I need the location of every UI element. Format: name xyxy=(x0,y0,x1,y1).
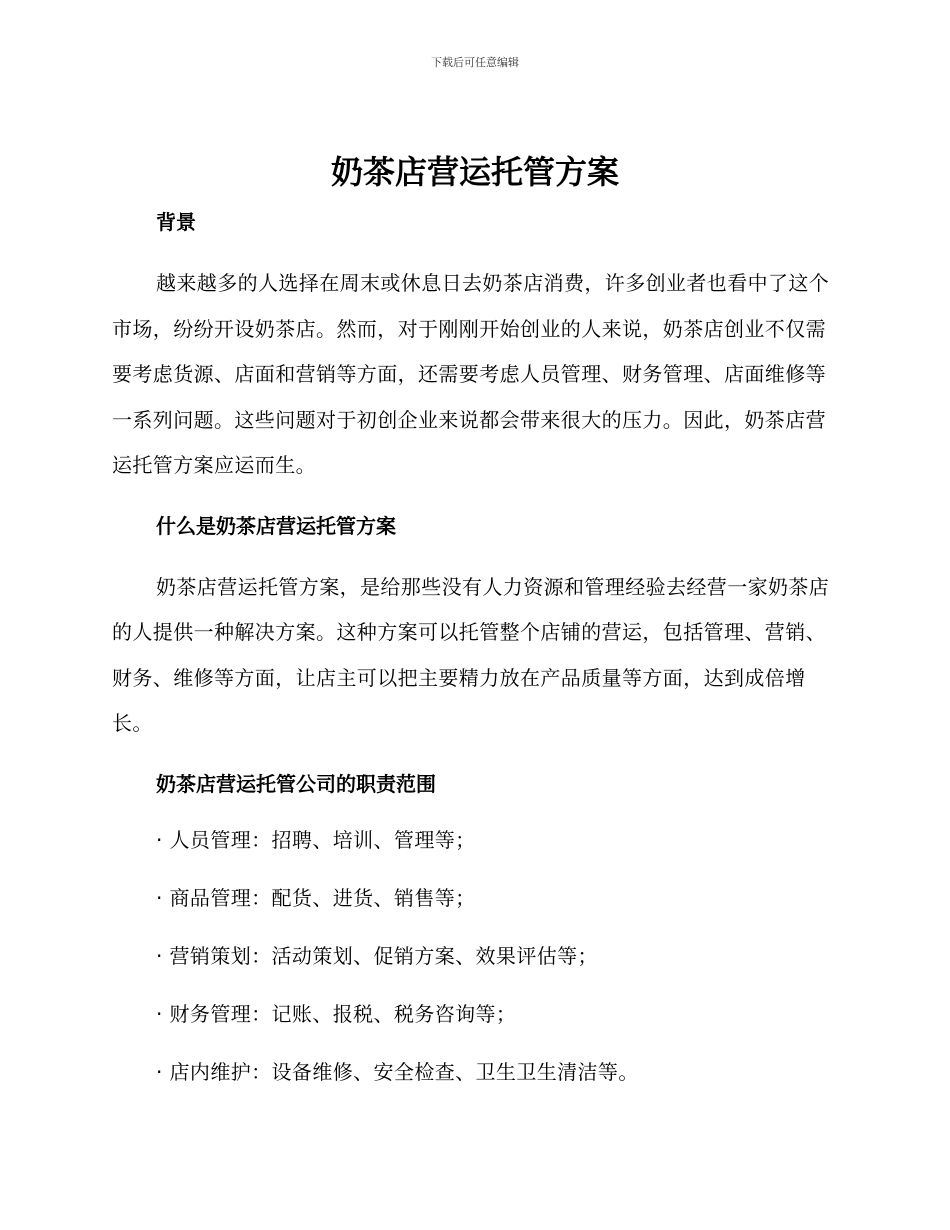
section-paragraph-background: 越来越多的人选择在周末或休息日去奶茶店消费，许多创业者也看中了这个市场，纷纷开设奶茶店。然而，对于刚刚开始创业的人来说，奶茶店创业不仅需要考虑货源、店面和营销等方面，还需要考虑人员管理、财务管理、店面维修等一系列问题。这些问题对于初创企业来说都会带来很大的压力。因此，奶茶店营运托管方案应运而生。 xyxy=(112,271,830,477)
section-heading-what-is: 什么是奶茶店营运托管方案 xyxy=(156,513,396,538)
list-item-goods: · 商品管理：配货、进货、销售等； xyxy=(156,885,476,910)
responsibility-list xyxy=(112,823,832,1089)
document-body xyxy=(112,205,832,1089)
section-heading-background: 背景 xyxy=(156,210,196,234)
list-item-marketing: · 营销策划：活动策划、促销方案、效果评估等； xyxy=(156,943,598,968)
document-title: 奶茶店营运托管方案 xyxy=(330,153,619,191)
section-heading-responsibilities: 奶茶店营运托管公司的职责范围 xyxy=(156,771,436,796)
list-item-finance: · 财务管理：记账、报税、税务咨询等； xyxy=(156,1001,517,1026)
section-paragraph-what-is: 奶茶店营运托管方案，是给那些没有人力资源和管理经验去经营一家奶茶店的人提供一种解决方案。这种方案可以托管整个店铺的营运，包括管理、营销、财务、维修等方面，让店主可以把主要精力放在产品质量等方面，达到成倍增长。 xyxy=(112,574,830,735)
header-note: 下载后可任意编辑 xyxy=(431,56,519,69)
list-item-maintenance: · 店内维护：设备维修、安全检查、卫生卫生清洁等。 xyxy=(156,1059,639,1084)
list-item-personnel: · 人员管理：招聘、培训、管理等； xyxy=(156,827,476,852)
